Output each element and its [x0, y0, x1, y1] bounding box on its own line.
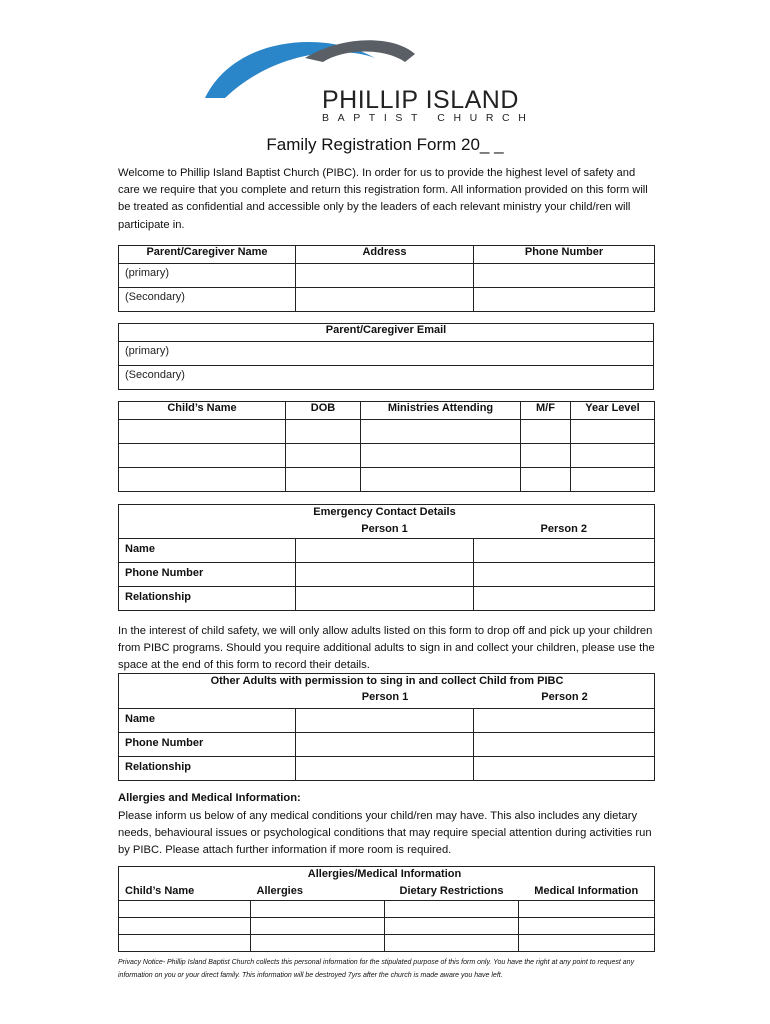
email-secondary-field[interactable]: (Secondary)	[119, 366, 654, 390]
other-adult2-relationship-field[interactable]	[474, 757, 655, 781]
medical-info-field[interactable]	[519, 901, 655, 918]
medical-header-medical: Medical Information	[519, 867, 655, 901]
other-adults-table	[118, 673, 655, 781]
medical-header-child-name: Child’s Name	[119, 867, 251, 901]
logo-church-subtitle: BAPTIST CHURCH	[322, 112, 535, 124]
safety-paragraph: In the interest of child safety, we will only allow adults listed on this form to drop off and pick up your children from PIBC programs. Should you require additional adults to sign in and collect your children, please use the space at the end of this form to record their details.	[118, 625, 655, 672]
table-row	[119, 468, 655, 492]
medical-header-allergies: Allergies	[256, 885, 303, 897]
intro-paragraph: Welcome to Phillip Island Baptist Church (PIBC). In order for us to provide the highest level of safety and care we require that you complete and return this registration form. All information provided on this form will be treated as confidential and accessible only by the leaders of each relevant ministry your child/ren will participate in.	[118, 167, 648, 231]
parents-header-name: Parent/Caregiver Name	[119, 246, 296, 264]
medical-allergies-field[interactable]	[251, 901, 385, 918]
emergency-title: Emergency Contact Details	[313, 506, 456, 518]
parent-secondary-phone-field[interactable]	[474, 288, 655, 312]
medical-child-name-field[interactable]	[119, 935, 251, 952]
medical-allergies-field[interactable]	[251, 918, 385, 935]
parents-header-phone: Phone Number	[474, 246, 655, 264]
medical-allergies-field[interactable]	[251, 935, 385, 952]
other-adults-person2-header: Person 2	[541, 691, 588, 703]
children-table	[118, 401, 655, 492]
emergency-phone-label: Phone Number	[119, 563, 296, 587]
parent-secondary-address-field[interactable]	[296, 288, 474, 312]
emergency-relationship-label: Relationship	[119, 587, 296, 611]
parent-secondary-label: (Secondary)	[119, 288, 296, 312]
privacy-notice: Privacy Notice- Phillip Island Baptist Church collects this personal information for the stipulated purpose of this form only. You have the right at any point to request any information on you or your direct family. This information will be destroyed 7yrs after the church is made aware you have left.	[118, 959, 635, 979]
other-adults-name-label: Name	[119, 709, 296, 733]
medical-info-field[interactable]	[519, 918, 655, 935]
emergency-person1-name-field[interactable]	[296, 539, 474, 563]
church-logo	[205, 36, 565, 126]
table-row	[119, 935, 655, 952]
children-header-name: Child’s Name	[119, 402, 286, 420]
other-adult1-relationship-field[interactable]	[296, 757, 474, 781]
logo-church-name: PHILLIP ISLAND	[322, 86, 519, 114]
email-header: Parent/Caregiver Email	[119, 324, 654, 342]
parent-primary-label: (primary)	[119, 264, 296, 288]
emergency-person2-phone-field[interactable]	[474, 563, 655, 587]
child-year-field[interactable]	[571, 444, 655, 468]
child-name-field[interactable]	[119, 444, 286, 468]
medical-info-field[interactable]	[519, 935, 655, 952]
emergency-person2-header: Person 2	[474, 505, 655, 539]
emergency-person2-name-field[interactable]	[474, 539, 655, 563]
medical-table	[118, 866, 655, 952]
table-row	[119, 420, 655, 444]
emergency-table	[118, 504, 655, 611]
child-name-field[interactable]	[119, 420, 286, 444]
child-ministries-field[interactable]	[361, 468, 521, 492]
table-row	[119, 444, 655, 468]
table-row	[119, 918, 655, 935]
other-adults-relationship-label: Relationship	[119, 757, 296, 781]
medical-dietary-field[interactable]	[385, 918, 519, 935]
parents-header-address: Address	[296, 246, 474, 264]
emergency-person1-header: Person 1	[361, 523, 408, 535]
child-year-field[interactable]	[571, 420, 655, 444]
allergies-paragraph: Please inform us below of any medical conditions your child/ren may have. This also includes any dietary needs, behavioural issues or psychological conditions that may require special attention during activities run by PIBC. Please attach further information if more room is required.	[118, 810, 652, 857]
emergency-person1-relationship-field[interactable]	[296, 587, 474, 611]
children-header-ministries: Ministries Attending	[361, 402, 521, 420]
child-mf-field[interactable]	[521, 420, 571, 444]
other-adults-phone-label: Phone Number	[119, 733, 296, 757]
child-year-field[interactable]	[571, 468, 655, 492]
form-title: Family Registration Form 20_ _	[266, 135, 504, 154]
parent-primary-address-field[interactable]	[296, 264, 474, 288]
children-header-year: Year Level	[571, 402, 655, 420]
table-row	[119, 901, 655, 918]
other-adult1-phone-field[interactable]	[296, 733, 474, 757]
other-adult1-name-field[interactable]	[296, 709, 474, 733]
parent-primary-phone-field[interactable]	[474, 264, 655, 288]
children-header-mf: M/F	[521, 402, 571, 420]
other-adult2-phone-field[interactable]	[474, 733, 655, 757]
child-name-field[interactable]	[119, 468, 286, 492]
medical-child-name-field[interactable]	[119, 901, 251, 918]
medical-dietary-field[interactable]	[385, 901, 519, 918]
medical-title: Allergies/Medical Information	[307, 868, 462, 880]
medical-header-dietary: Dietary Restrictions	[385, 867, 519, 901]
child-dob-field[interactable]	[286, 468, 361, 492]
medical-dietary-field[interactable]	[385, 935, 519, 952]
child-dob-field[interactable]	[286, 420, 361, 444]
child-ministries-field[interactable]	[361, 444, 521, 468]
child-mf-field[interactable]	[521, 468, 571, 492]
other-adults-person1-header: Person 1	[361, 691, 409, 703]
other-adult2-name-field[interactable]	[474, 709, 655, 733]
parents-table	[118, 245, 655, 312]
allergies-heading: Allergies and Medical Information:	[118, 792, 301, 804]
children-header-dob: DOB	[286, 402, 361, 420]
medical-child-name-field[interactable]	[119, 918, 251, 935]
child-mf-field[interactable]	[521, 444, 571, 468]
child-ministries-field[interactable]	[361, 420, 521, 444]
other-adults-title: Other Adults with permission to sing in and collect Child from PIBC	[210, 675, 564, 687]
emergency-name-label: Name	[119, 539, 296, 563]
child-dob-field[interactable]	[286, 444, 361, 468]
emergency-person2-relationship-field[interactable]	[474, 587, 655, 611]
email-primary-field[interactable]: (primary)	[119, 342, 654, 366]
emergency-person1-phone-field[interactable]	[296, 563, 474, 587]
email-table	[118, 323, 654, 390]
